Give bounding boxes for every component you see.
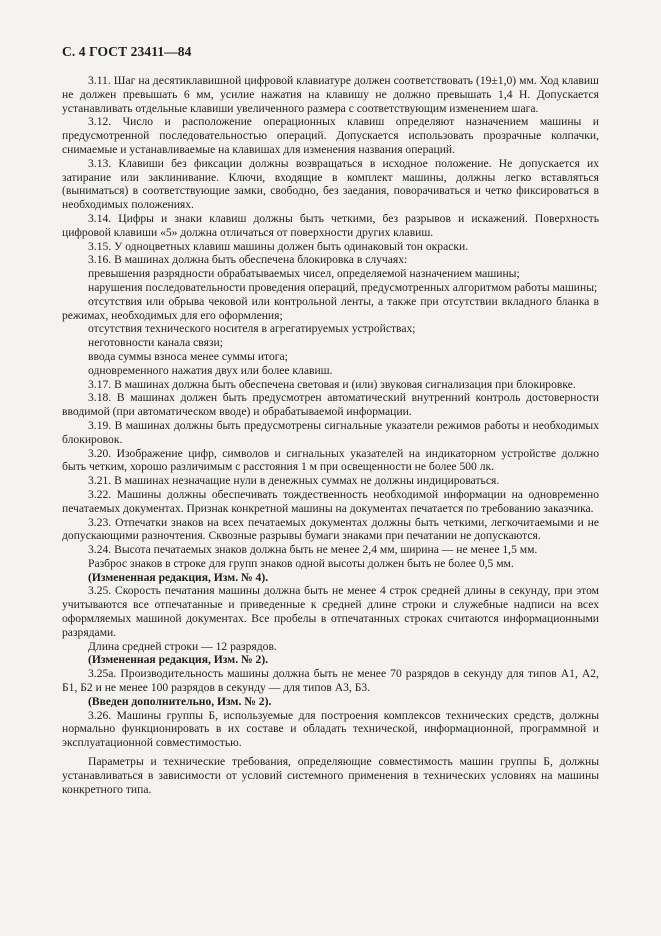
paragraph-3-26-cont: Параметры и технические требования, определяющие совместимость машин группы Б, должны устанавливаться в зависимости от условий системного применения в технических условиях на машины конкретного типа. — [62, 755, 599, 796]
document-body — [62, 74, 599, 796]
paragraph-3-17: 3.17. В машинах должна быть обеспечена световая и (или) звуковая сигнализация при блокировке. — [88, 377, 576, 391]
list-item: нарушения последовательности проведения операций, предусмотренных алгоритмом работы машины; — [88, 280, 598, 294]
paragraph-3-18: 3.18. В машинах должен быть предусмотрен автоматический внутренний контроль достоверности вводимой (при автоматическом вводе) и обрабатываемой информации. — [62, 391, 599, 419]
paragraph-3-13: 3.13. Клавиши без фиксации должны возвращаться в исходное положение. Не допускается их затирание или заклинивание. Ключи, входящие в комплект машины, должны легко вставляться (выниматься) в соответствующие замки, свободно, без заедания, поворачиваться и четко фиксироваться в необходимых положениях. — [62, 156, 599, 212]
list-item: неготовности канала связи; — [88, 336, 223, 350]
paragraph-3-26: 3.26. Машины группы Б, используемые для построения комплексов технических средств, должны нормально функционировать в их составе и обладать технической, информационной, программной и эксплуатационной совместимостью. — [62, 708, 599, 750]
amendment-note: (Измененная редакция, Изм. № 2). — [88, 653, 269, 667]
paragraph-3-22: 3.22. Машины должны обеспечивать тождественность необходимой информации на одновременно печатаемых документах. Признак конкретной машины на документах печатается по требованию заказчика. — [62, 487, 599, 515]
paragraph-3-21: 3.21. В машинах незначащие нули в денежных суммах не должны индицироваться. — [88, 474, 500, 488]
amendment-note: (Измененная редакция, Изм. № 4). — [88, 570, 269, 584]
paragraph-3-24: 3.24. Высота печатаемых знаков должна быть не менее 2,4 мм, ширина — не менее 1,5 мм. — [88, 543, 538, 557]
list-item: отсутствия технического носителя в агрегатируемых устройствах; — [88, 322, 416, 336]
paragraph-3-19: 3.19. В машинах должны быть предусмотрены сигнальные указатели режимов работы и необходимых блокировок. — [62, 418, 599, 446]
paragraph-3-12: 3.12. Число и расположение операционных клавиш определяют назначением машины и предусмотренной последовательностью операций. Допускается использовать прозрачные колпачки, снимаемые и устанавливаемые на клавишах для изменения названия операций. — [62, 115, 599, 156]
paragraph-3-11: 3.11. Шаг на десятиклавишной цифровой клавиатуре должен соответствовать (19±1,0) мм. Ход клавиш не должен превышать 6 мм, усилие нажатия на клавишу не должно превышать 1,4 Н. Допускается устанавливать отдельные клавиши увеличенного размера с соответствующим изменением шага. — [62, 74, 599, 115]
list-item: ввода суммы взноса менее суммы итога; — [88, 349, 288, 363]
paragraph-3-23: 3.23. Отпечатки знаков на всех печатаемых документах должны быть четкими, легкочитаемыми и не допускающими разночтения. Сквозные разрывы бумаги знаками при печатании не допускаются. — [62, 515, 599, 543]
paragraph-3-15: 3.15. У одноцветных клавиш машины должен быть одинаковый тон окраски. — [88, 239, 469, 253]
list-item: одновременного нажатия двух или более клавиш. — [88, 363, 333, 377]
amendment-note: (Введен дополнительно, Изм. № 2). — [88, 694, 272, 708]
paragraph-3-24-cont: Разброс знаков в строке для групп знаков одной высоты должен быть не более 0,5 мм. — [88, 556, 514, 570]
paragraph-3-25-cont: Длина средней строки — 12 разрядов. — [88, 639, 277, 653]
paragraph-3-20: 3.20. Изображение цифр, символов и сигнальных указателей на индикаторном устройстве должно быть четким, хорошо различимым с расстояния 1 м при освещенности не более 500 лк. — [62, 446, 599, 474]
paragraph-3-25a: 3.25а. Производительность машины должна быть не менее 70 разрядов в секунду для типов А1, А2, Б1, Б2 и не менее 100 разрядов в секунду — для типов А3, Б3. — [62, 667, 599, 695]
list-item: превышения разрядности обрабатываемых чисел, определяемой назначением машины; — [88, 267, 520, 281]
paragraph-3-25: 3.25. Скорость печатания машины должна быть не менее 4 строк средней длины в секунду, при этом учитываются все отпечатанные и приведенные к средней длине строки и служебные надписи на всех оформляемых машиной документах. Все пробелы в отпечатанных строках считаются информационными разрядами. — [62, 584, 599, 639]
paragraph-3-16: 3.16. В машинах должна быть обеспечена блокировка в случаях: — [88, 253, 408, 267]
list-item: отсутствия или обрыва чековой или контрольной ленты, а также при отсутствии вкладного бланка в режимах, необходимых для его оформления; — [62, 294, 599, 322]
page-header: С. 4 ГОСТ 23411—84 — [62, 44, 192, 59]
paragraph-3-14: 3.14. Цифры и знаки клавиш должны быть четкими, без разрывов и искажений. Поверхность цифровой клавиши «5» должна отличаться от поверхности других клавиш. — [62, 211, 599, 239]
